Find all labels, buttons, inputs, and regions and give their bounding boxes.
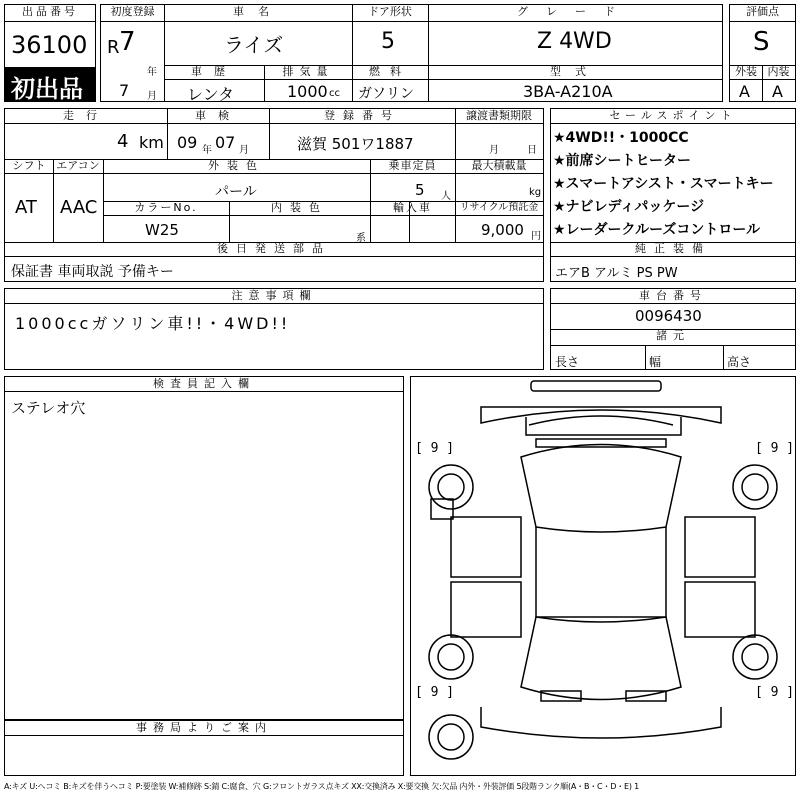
notes-value: 1000ccガソリン車!!・4WD!! (15, 314, 291, 333)
inspector-value: ステレオ穴 (11, 399, 86, 417)
mileage-unit: km (139, 133, 164, 152)
fuel-value: ガソリン (358, 86, 414, 102)
office-label: 事務局よりご案内 (136, 721, 272, 734)
aircon-label: エアコン (56, 159, 100, 172)
first-reg-label: 初度登録 (110, 5, 155, 18)
capacity-label: 乗車定員 (388, 159, 437, 172)
mileage-value: 4 (117, 131, 129, 152)
first-reg-year-unit: 年 (147, 67, 157, 78)
interior-score-value: A (772, 82, 783, 101)
registration-value: 滋賀 501ワ1887 (297, 135, 414, 153)
interior-color-label: 内装色 (271, 201, 328, 214)
displacement-value: 1000 (287, 82, 328, 101)
history-label: 車歴 (191, 65, 237, 78)
notes-label: 注意事項欄 (231, 289, 317, 302)
later-items-value: 保証書 車両取説 予備キー (11, 264, 174, 280)
tire-tread-rear-right: [ 9 ] (755, 685, 795, 700)
chassis-value: 0096430 (635, 307, 702, 325)
score-value: S (753, 27, 770, 57)
notes-box (4, 288, 544, 370)
sales-point-1: ★4WD!!・1000CC (553, 130, 689, 146)
score-box (729, 4, 796, 102)
length-label: 長さ (555, 355, 580, 369)
car-name-label: 車名 (233, 5, 283, 18)
office-box (4, 720, 404, 776)
chassis-label: 車台番号 (639, 289, 707, 302)
color-no-value: W25 (145, 221, 179, 239)
capacity-value: 5 (415, 181, 425, 199)
inspection-year-unit: 年 (202, 145, 212, 156)
model-label: 型式 (550, 65, 600, 78)
vehicle-main-box (100, 4, 723, 102)
inspection-year: 09 (177, 133, 198, 152)
exterior-color-value: パール (215, 184, 257, 200)
inspector-label: 検査員記入欄 (153, 377, 255, 390)
inspection-label: 車検 (195, 109, 241, 122)
first-reg-month-unit: 月 (147, 91, 157, 102)
lot-number-label: 出品番号 (22, 5, 78, 18)
equipment-label: 純正装備 (635, 242, 711, 255)
shift-value: AT (15, 197, 37, 218)
doors-label: ドア形状 (368, 5, 412, 18)
interior-score-label: 内装 (767, 65, 790, 78)
transfer-label: 譲渡書類期限 (466, 109, 532, 122)
recycle-value: 9,000 (481, 221, 524, 239)
details-box (4, 108, 544, 282)
grade-label: グレード (517, 5, 633, 18)
exterior-score-label: 外装 (735, 65, 757, 78)
mileage-label: 走行 (63, 109, 109, 122)
sales-point-2: ★前席シートヒーター (553, 153, 691, 169)
lot-number-value: 36100 (11, 31, 88, 59)
exterior-color-label: 外装色 (208, 159, 265, 172)
later-items-label: 後日発送部品 (217, 242, 331, 255)
tire-tread-rear-left: [ 9 ] (415, 685, 455, 700)
import-label: 輸入車 (393, 201, 432, 214)
displacement-unit: cc (329, 88, 340, 99)
inspection-month-unit: 月 (239, 145, 249, 156)
exterior-score-value: A (739, 82, 750, 101)
lot-number-box (4, 4, 96, 102)
transfer-day-unit: 日 (527, 145, 537, 156)
aircon-value: AAC (60, 197, 98, 218)
max-load-label: 最大積載量 (471, 159, 527, 172)
sales-points-label: セールスポイント (609, 109, 737, 122)
interior-color-suffix: 系 (356, 233, 366, 244)
height-label: 高さ (727, 355, 752, 369)
color-no-label: カラーNo. (134, 201, 198, 214)
transfer-month-unit: 月 (489, 145, 499, 156)
equipment-value: エアB アルミ PS PW (555, 266, 678, 281)
inspection-month: 07 (215, 133, 236, 152)
car-diagram-box (410, 376, 796, 776)
first-reg-year: 7 (119, 27, 136, 57)
first-listing-badge-text: 初出品 (11, 75, 83, 103)
car-diagram (411, 377, 795, 775)
capacity-unit: 人 (441, 191, 451, 202)
shift-label: シフト (12, 159, 46, 172)
tire-tread-front-left: [ 9 ] (415, 441, 455, 456)
tire-tread-front-right: [ 9 ] (755, 441, 795, 456)
dims-label: 諸元 (656, 329, 690, 342)
sales-point-4: ★ナビレディパッケージ (553, 199, 705, 215)
recycle-label: リサイクル預託金 (459, 202, 539, 213)
inspector-box (4, 376, 404, 720)
doors-value: 5 (381, 29, 395, 54)
fuel-label: 燃料 (369, 65, 411, 78)
max-load-unit: kg (529, 187, 542, 198)
score-label: 評価点 (746, 5, 779, 18)
width-label: 幅 (649, 355, 662, 369)
sales-points-box (550, 108, 796, 282)
sales-point-3: ★スマートアシスト・スマートキー (553, 176, 774, 192)
displacement-label: 排気量 (282, 65, 334, 78)
chassis-box (550, 288, 796, 370)
history-value: レンタ (187, 85, 234, 104)
recycle-unit: 円 (531, 231, 541, 242)
first-reg-era: R (107, 37, 120, 58)
model-value: 3BA-A210A (523, 82, 613, 101)
sales-point-5: ★レーダークルーズコントロール (553, 222, 761, 238)
grade-value: Z 4WD (537, 29, 612, 54)
legend-text: A:キズ U:ヘコミ B:キズを伴うヘコミ P:要塗装 W:補修跡 S:錆 C:腐食、穴 G:フロントガラス点キズ XX:交換済み X:要交換 欠:欠品 内外・外装評価 5段階ランク順(A・B・C・D・E) 1 (4, 782, 640, 791)
first-reg-month: 7 (119, 81, 130, 100)
car-name-value: ライズ (224, 33, 284, 57)
registration-label: 登録番号 (324, 109, 400, 122)
